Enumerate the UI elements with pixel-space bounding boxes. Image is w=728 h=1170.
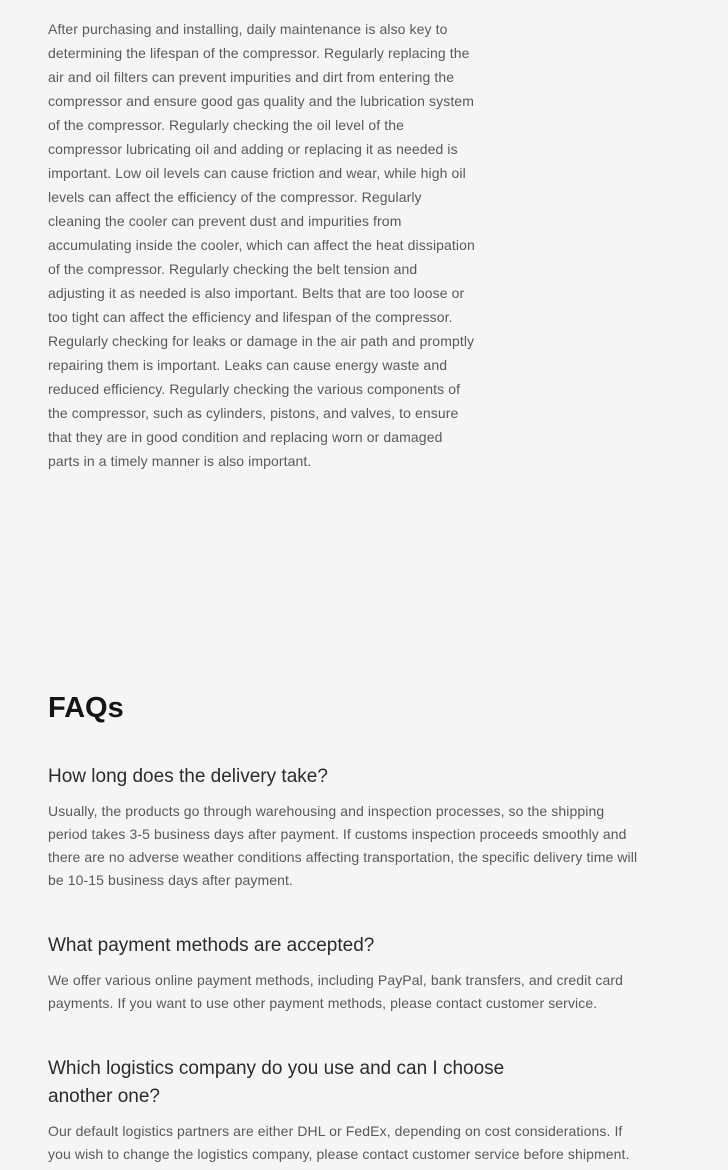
faq-question-logistics: Which logistics company do you use and can I choose another one? [48, 1058, 505, 1107]
faq-answer-delivery: Usually, the products go through warehousing and inspection processes, so the shipping period takes 3-5 business days after payment. If customs inspection proceeds smoothly and there are no adverse weather conditions affecting transportation, the specific delivery time will be 10-15 business days after payment. [48, 803, 638, 888]
faq-question-delivery: How long does the delivery take? [48, 766, 328, 787]
faq-section [48, 691, 728, 1166]
faq-item-delivery [48, 763, 728, 892]
faq-answer-logistics: Our default logistics partners are either DHL or FedEx, depending on cost considerations. If you wish to change the logistics company, please contact customer service before shipment. [48, 1123, 630, 1162]
maintenance-intro-paragraph: After purchasing and installing, daily maintenance is also key to determining the lifespan of the compressor. Regularly replacing the air and oil filters can prevent impurities and dirt from entering the compressor and ensure good gas quality and the lubrication system of the compressor. Regularly checking the oil level of the compressor lubricating oil and adding or replacing it as needed is important. Low oil levels can cause friction and wear, while high oil levels can affect the efficiency of the compressor. Regularly cleaning the cooler can prevent dust and impurities from accumulating inside the cooler, which can affect the heat dissipation of the compressor. Regularly checking the belt tension and adjusting it as needed is also important. Belts that are too loose or too tight can affect the efficiency and lifespan of the compressor. Regularly checking for leaks or damage in the air path and promptly repairing them is important. Leaks can cause energy waste and reduced efficiency. Regularly checking the various components of the compressor, such as cylinders, pistons, and valves, to ensure that they are in good condition and replacing worn or damaged parts in a timely manner is also important. [48, 21, 475, 469]
faq-section-heading: FAQs [48, 692, 124, 724]
faq-item-payment [48, 932, 728, 1015]
faq-item-logistics [48, 1055, 728, 1166]
faq-question-payment: What payment methods are accepted? [48, 935, 375, 956]
faq-answer-payment: We offer various online payment methods, including PayPal, bank transfers, and credit card payments. If you want to use other payment methods, please contact customer service. [48, 972, 624, 1011]
